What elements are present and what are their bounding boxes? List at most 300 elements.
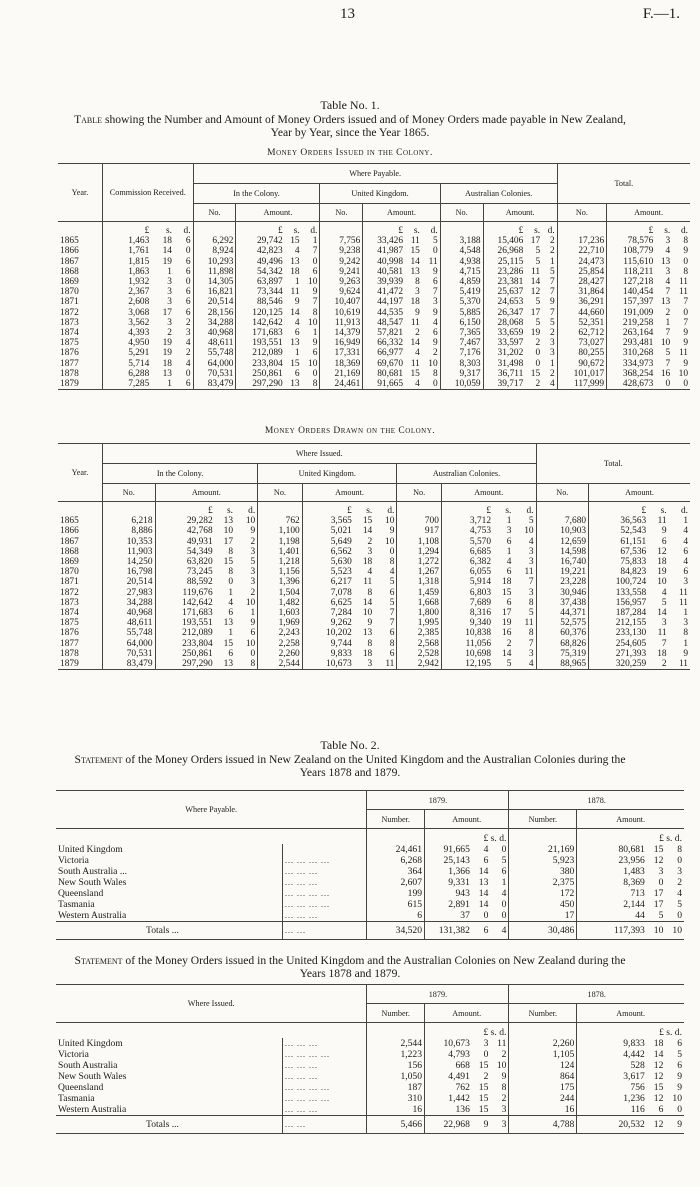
drawn-aus-no: 1,267	[397, 567, 442, 577]
table3-total-a-pence: 3	[490, 1116, 509, 1134]
issued-uk-pounds: 41,472	[363, 287, 405, 297]
issued-commission-pence: 0	[173, 369, 193, 379]
drawn-row	[58, 639, 690, 649]
table3-b-pounds: 4,442	[577, 1049, 647, 1060]
drawn-aus-no: 1,272	[397, 557, 442, 567]
table2-b-pounds: 1,483	[577, 866, 647, 877]
drawn-aus-shillings: 6	[506, 567, 512, 578]
drawn-aus-no: 1,108	[397, 537, 442, 547]
drawn-colony-no: 64,000	[103, 639, 156, 649]
issued-commission-shillings: 18	[162, 358, 172, 369]
table3-b-number: 16	[509, 1104, 577, 1116]
issued-commission-pence: 6	[173, 257, 193, 267]
table2-a-number: 24,461	[367, 844, 425, 855]
drawn-total-shillings: 18	[657, 648, 667, 659]
issued-year: 1879	[58, 379, 103, 390]
table3-b-pounds: 1,236	[577, 1093, 647, 1104]
unit-shillings: s.	[534, 226, 541, 236]
issued-colony-no: 14,305	[193, 277, 236, 287]
issued-uk-pounds: 44,197	[363, 297, 405, 307]
issued-uk-pounds: 91,665	[363, 379, 405, 390]
drawn-table	[58, 443, 690, 670]
issued-aus-no: 4,548	[440, 246, 483, 256]
drawn-colony-no: 27,983	[103, 588, 156, 598]
issued-aus-pounds: 15,406	[483, 236, 525, 246]
drawn-total-no: 37,438	[536, 598, 589, 608]
issued-commission-shillings: 19	[162, 256, 172, 267]
issued-year: 1878	[58, 369, 103, 379]
table1-caption	[72, 113, 628, 139]
table2-dots: ... ... ... ...	[282, 899, 366, 910]
issued-aus-pence: 2	[541, 246, 557, 256]
issued-uk-pounds: 44,535	[363, 308, 405, 318]
table2-body	[56, 829, 684, 940]
issued-uk-no: 14,379	[320, 328, 363, 338]
drawn-colony-pence: 9	[234, 526, 258, 536]
table2-a-pounds: 943	[425, 888, 472, 899]
drawn-uk-pounds: 10,202	[302, 628, 354, 638]
drawn-row	[58, 577, 690, 587]
table3-dots: ... ... ...	[282, 1071, 366, 1082]
table2-a-pence: 1	[490, 877, 509, 888]
issued-h-amount: Amount.	[236, 204, 320, 222]
issued-commission-pence: 6	[173, 308, 193, 318]
drawn-uk-no: 1,198	[258, 537, 303, 547]
drawn-total-pounds: 75,833	[589, 557, 649, 567]
issued-total-shillings: 7	[665, 358, 671, 369]
issued-uk-no: 10,619	[320, 308, 363, 318]
table2-a-pounds: 25,143	[425, 855, 472, 866]
issued-year: 1876	[58, 348, 103, 358]
unit-pounds: £	[589, 502, 649, 517]
table2-b-shillings: 15	[653, 844, 664, 855]
table3-total-a-number: 5,466	[367, 1116, 425, 1134]
drawn-total-no: 68,826	[536, 639, 589, 649]
drawn-uk-pounds: 7,284	[302, 608, 354, 618]
table3-dots: ... ... ...	[282, 1104, 366, 1116]
drawn-total-shillings: 4	[661, 587, 667, 598]
table2-a-shillings: 14	[478, 888, 489, 899]
table3-a-number: 310	[367, 1093, 425, 1104]
drawn-aus-pounds: 10,698	[441, 649, 493, 659]
table2-a-shillings: 14	[478, 899, 489, 910]
drawn-aus-shillings: 2	[506, 638, 512, 649]
issued-aus-pence: 2	[541, 236, 557, 246]
issued-colony-no: 16,821	[193, 287, 236, 297]
issued-colony-pence: 10	[301, 318, 320, 328]
issued-colony-pounds: 63,897	[236, 277, 285, 287]
table3-place: Queensland	[56, 1082, 282, 1093]
drawn-row	[58, 598, 690, 608]
issued-uk-shillings: 3	[415, 287, 420, 298]
page-header	[0, 6, 700, 26]
drawn-uk-shillings: 15	[362, 516, 373, 527]
issued-commission-pence: 4	[173, 338, 193, 348]
issued-aus-pence: 1	[541, 257, 557, 267]
drawn-total-pounds: 271,393	[589, 649, 649, 659]
drawn-colony-shillings: 17	[223, 536, 234, 547]
drawn-total-no: 52,575	[536, 618, 589, 628]
table2-b-shillings: 3	[658, 866, 664, 877]
issued-h-amount: Amount.	[363, 204, 440, 222]
issued-commission-pounds: 2,608	[103, 297, 152, 307]
issued-colony-pence: 9	[301, 287, 320, 297]
table1-caption-text: showing the Number and Amount of Money Orders issued and of Money Orders made payable in New Zealand, Year by Year, since the Year 1865.	[102, 113, 626, 139]
issued-aus-pounds: 36,711	[483, 369, 525, 379]
issued-colony-pounds: 49,496	[236, 257, 285, 267]
issued-total-shillings: 1	[665, 317, 671, 328]
issued-uk-no: 7,756	[320, 236, 363, 246]
drawn-aus-shillings: 1	[506, 516, 512, 527]
drawn-colony-shillings: 6	[228, 648, 234, 659]
drawn-aus-pence: 10	[512, 526, 536, 536]
unit-shillings: s.	[660, 506, 667, 516]
issued-total-pence: 7	[683, 317, 688, 328]
issued-commission-pounds: 2,367	[103, 287, 152, 297]
table3-a-pence: 2	[490, 1049, 509, 1060]
issued-aus-shillings: 19	[530, 328, 541, 339]
drawn-total-no: 10,903	[536, 526, 589, 536]
drawn-total-pence: 6	[683, 567, 688, 578]
table2-row	[56, 855, 684, 866]
drawn-year: 1878	[58, 649, 103, 659]
drawn-colony-shillings: 1	[228, 587, 234, 598]
drawn-title: Money Orders Drawn on the Colony.	[264, 426, 436, 436]
issued-commission-pence: 0	[173, 246, 193, 256]
table2-caption	[70, 753, 630, 779]
table3-b-shillings: 12	[653, 1071, 664, 1082]
drawn-uk-pence: 6	[373, 628, 397, 638]
issued-total-no: 36,291	[557, 297, 606, 307]
issued-uk-pounds: 33,426	[363, 236, 405, 246]
table3-h-amount: Amount.	[425, 1004, 509, 1023]
unit-shillings: s.	[227, 506, 234, 516]
drawn-uk-no: 2,258	[258, 639, 303, 649]
table2-a-number: 615	[367, 899, 425, 910]
drawn-total-pounds: 187,284	[589, 608, 649, 618]
table2-b-pence: 0	[677, 855, 682, 866]
issued-title: Money Orders Issued in the Colony.	[267, 148, 433, 158]
table2-total-b-shillings: 10	[647, 922, 666, 940]
issued-h-aus: Australian Colonies.	[440, 184, 557, 204]
table2-a-number: 2,607	[367, 877, 425, 888]
table2-place: New South Wales	[56, 877, 282, 888]
drawn-total-no: 23,228	[536, 577, 589, 587]
issued-uk-shillings: 14	[410, 338, 420, 349]
drawn-colony-shillings: 13	[215, 659, 234, 670]
issued-body	[58, 222, 690, 390]
issued-aus-no: 7,176	[440, 348, 483, 358]
issued-aus-pounds: 26,968	[483, 246, 525, 256]
issued-h-no: No.	[557, 204, 606, 222]
drawn-colony-shillings: 13	[223, 618, 234, 629]
drawn-aus-no: 2,528	[397, 649, 442, 659]
issued-commission-pounds: 1,815	[103, 257, 152, 267]
table2-h-amount: Amount.	[577, 810, 684, 829]
issued-aus-pounds: 23,286	[483, 267, 525, 277]
issued-row	[58, 359, 690, 369]
issued-uk-no: 21,169	[320, 369, 363, 379]
issued-total-pence: 9	[683, 246, 688, 257]
drawn-total-no: 30,946	[536, 588, 589, 598]
table2-h-place: Where Payable.	[56, 791, 367, 829]
drawn-h-year: Year.	[58, 444, 103, 502]
issued-total-no: 101,017	[557, 369, 606, 379]
drawn-colony-pence: 3	[234, 547, 258, 557]
issued-commission-shillings: 13	[162, 368, 172, 379]
table3-b-pence: 5	[677, 1049, 682, 1060]
unit-pounds: £	[363, 222, 405, 237]
issued-colony-no: 10,293	[193, 257, 236, 267]
issued-commission-pence: 6	[173, 297, 193, 307]
table3-a-number: 187	[367, 1082, 425, 1093]
table3-a-pounds: 136	[425, 1104, 472, 1116]
drawn-aus-no: 2,568	[397, 639, 442, 649]
issued-uk-shillings: 13	[410, 266, 420, 277]
issued-aus-pence: 5	[541, 318, 557, 328]
issued-uk-shillings: 14	[410, 256, 420, 267]
issued-year: 1869	[58, 277, 103, 287]
unit-shillings: s.	[664, 226, 671, 236]
issued-total-shillings: 3	[665, 236, 671, 247]
issued-aus-shillings: 2	[525, 379, 541, 390]
issued-row	[58, 236, 690, 246]
issued-aus-shillings: 14	[530, 277, 541, 288]
issued-total-pounds: 263,164	[607, 328, 656, 338]
table3-a-number: 1,050	[367, 1071, 425, 1082]
drawn-uk-shillings: 13	[362, 628, 373, 639]
drawn-uk-shillings: 2	[367, 536, 373, 547]
drawn-uk-no: 1,482	[258, 598, 303, 608]
drawn-aus-pounds: 12,195	[441, 659, 493, 670]
table3-a-pounds: 10,673	[425, 1038, 472, 1049]
table3-h-amount: Amount.	[577, 1004, 684, 1023]
table2-a-pence: 0	[490, 899, 509, 910]
drawn-total-shillings: 10	[657, 577, 667, 588]
drawn-colony-pence: 10	[234, 639, 258, 649]
issued-uk-pence: 11	[421, 257, 440, 267]
drawn-row	[58, 516, 690, 526]
drawn-uk-pence: 4	[373, 567, 397, 577]
drawn-total-pounds: 36,563	[589, 516, 649, 526]
table3-total-a-shillings: 9	[472, 1116, 491, 1134]
table3-a-pounds: 4,793	[425, 1049, 472, 1060]
unit-lsd: £ s. d.	[577, 829, 684, 845]
issued-total-no: 52,351	[557, 318, 606, 328]
drawn-colony-shillings: 15	[223, 638, 234, 649]
issued-uk-no: 9,238	[320, 246, 363, 256]
drawn-colony-pounds: 88,592	[155, 577, 215, 587]
table3-place: South Australia	[56, 1060, 282, 1071]
issued-row	[58, 318, 690, 328]
issued-commission-pounds: 5,291	[103, 348, 152, 358]
issued-total-pence: 9	[683, 358, 688, 369]
issued-colony-pence: 6	[301, 348, 320, 358]
table3-a-number: 2,544	[367, 1038, 425, 1049]
table2-dots: ... ... ... ...	[282, 855, 366, 866]
issued-colony-pounds: 297,290	[236, 379, 285, 390]
table2-b-number: 5,923	[509, 855, 577, 866]
table2-a-number: 199	[367, 888, 425, 899]
issued-aus-pence: 1	[541, 359, 557, 369]
drawn-colony-pence: 3	[234, 577, 258, 587]
table2-row	[56, 899, 684, 910]
table2-totals-row	[56, 922, 684, 940]
drawn-colony-pounds: 212,089	[155, 628, 215, 638]
issued-h-colony: In the Colony.	[193, 184, 320, 204]
table2-label: Table No. 2.	[320, 738, 380, 752]
table3-b-shillings: 12	[653, 1093, 664, 1104]
drawn-colony-shillings: 8	[228, 546, 234, 557]
issued-uk-pence: 9	[421, 267, 440, 277]
issued-aus-pounds: 28,068	[483, 318, 525, 328]
table2-dots: ... ... ...	[282, 910, 366, 922]
drawn-colony-pounds: 171,683	[155, 608, 215, 618]
drawn-year: 1876	[58, 628, 103, 638]
drawn-aus-shillings: 4	[506, 557, 512, 568]
issued-aus-shillings: 15	[530, 368, 541, 379]
drawn-colony-pence: 3	[234, 567, 258, 577]
drawn-colony-no: 20,514	[103, 577, 156, 587]
table3-a-pounds: 4,491	[425, 1071, 472, 1082]
issued-uk-pence: 2	[421, 348, 440, 358]
issued-total-pounds: 127,218	[607, 277, 656, 287]
drawn-colony-pence: 9	[234, 618, 258, 628]
issued-total-no: 22,710	[557, 246, 606, 256]
table1-caption-lead: Table	[74, 113, 103, 126]
issued-aus-shillings: 5	[535, 297, 541, 308]
issued-total-pounds: 428,673	[607, 379, 656, 390]
issued-uk-shillings: 15	[410, 368, 420, 379]
drawn-aus-shillings: 6	[506, 597, 512, 608]
issued-uk-shillings: 9	[415, 307, 420, 318]
issued-colony-pounds: 42,823	[236, 246, 285, 256]
table2-row	[56, 910, 684, 922]
issued-commission-shillings: 2	[167, 328, 172, 339]
drawn-uk-no: 1,401	[258, 547, 303, 557]
table3-b-pence: 9	[677, 1071, 682, 1082]
table2-total-b-number: 30,486	[509, 922, 577, 940]
drawn-aus-pounds: 11,056	[441, 639, 493, 649]
drawn-aus-pence: 4	[512, 537, 536, 547]
issued-colony-pounds: 29,742	[236, 236, 285, 246]
table2-dots	[282, 844, 366, 855]
issued-total-no: 17,236	[557, 236, 606, 246]
drawn-aus-pence: 3	[512, 649, 536, 659]
table2-place: Western Australia	[56, 910, 282, 922]
issued-colony-shillings: 4	[294, 317, 300, 328]
issued-h-total: Total.	[557, 164, 690, 204]
issued-total-pounds: 108,779	[607, 246, 656, 256]
issued-aus-no: 5,419	[440, 287, 483, 297]
table2-b-number: 17	[509, 910, 577, 922]
drawn-year: 1877	[58, 639, 103, 649]
drawn-colony-pence: 2	[234, 588, 258, 598]
drawn-total-pounds: 233,130	[589, 628, 649, 638]
issued-total-shillings: 7	[665, 328, 671, 339]
drawn-aus-no: 1,800	[397, 608, 442, 618]
unit-pence: d.	[680, 506, 688, 516]
drawn-colony-shillings: 13	[223, 516, 234, 527]
drawn-colony-shillings: 1	[228, 628, 234, 639]
drawn-row	[58, 557, 690, 567]
drawn-aus-pounds: 6,055	[441, 567, 493, 577]
issued-aus-pounds: 23,381	[483, 277, 525, 287]
drawn-uk-pence: 0	[373, 547, 397, 557]
drawn-total-pounds: 84,823	[589, 567, 649, 577]
unit-pence: d.	[373, 502, 397, 517]
issued-h-year: Year.	[58, 164, 103, 222]
drawn-total-no: 44,371	[536, 608, 589, 618]
issued-aus-shillings: 0	[535, 348, 541, 359]
drawn-year: 1868	[58, 547, 103, 557]
issued-uk-shillings: 15	[410, 246, 420, 257]
drawn-colony-pounds: 142,642	[155, 598, 215, 608]
drawn-uk-no: 2,260	[258, 649, 303, 659]
drawn-year: 1869	[58, 557, 103, 567]
issued-uk-no: 11,913	[320, 318, 363, 328]
issued-colony-no: 64,000	[193, 359, 236, 369]
drawn-uk-shillings: 9	[367, 618, 373, 629]
table2-totals-dots: ... ...	[282, 922, 366, 940]
table2-b-shillings: 12	[653, 855, 664, 866]
drawn-colony-no: 70,531	[103, 649, 156, 659]
issued-uk-pounds: 41,987	[363, 246, 405, 256]
drawn-h-amount: Amount.	[302, 484, 397, 502]
issued-commission-shillings: 3	[167, 287, 172, 298]
issued-commission-pounds: 3,562	[103, 318, 152, 328]
issued-aus-no: 10,059	[440, 379, 483, 390]
issued-commission-shillings: 18	[162, 236, 172, 247]
drawn-uk-no: 1,396	[258, 577, 303, 587]
issued-row	[58, 257, 690, 267]
drawn-total-shillings: 9	[661, 526, 667, 537]
table3-a-shillings: 3	[483, 1038, 489, 1049]
table2-a-shillings: 6	[483, 855, 489, 866]
drawn-total-no: 75,319	[536, 649, 589, 659]
issued-total-no: 25,854	[557, 267, 606, 277]
issued-total-no: 117,999	[557, 379, 606, 390]
drawn-total-pence: 4	[683, 557, 688, 568]
drawn-colony-pounds: 42,768	[155, 526, 215, 536]
table3-b-pounds: 756	[577, 1082, 647, 1093]
issued-h-uk: United Kingdom.	[320, 184, 440, 204]
table2-b-pounds: 80,681	[577, 844, 647, 855]
drawn-aus-no: 2,385	[397, 628, 442, 638]
drawn-total-shillings: 2	[648, 659, 667, 670]
drawn-total-shillings: 18	[657, 557, 667, 568]
drawn-colony-no: 14,250	[103, 557, 156, 567]
drawn-uk-pounds: 9,833	[302, 649, 354, 659]
paper-reference: F.—1.	[642, 6, 680, 22]
drawn-total-no: 12,659	[536, 537, 589, 547]
issued-total-pence: 0	[683, 256, 688, 267]
issued-colony-no: 83,479	[193, 379, 236, 390]
issued-colony-shillings: 4	[294, 246, 300, 257]
issued-row	[58, 379, 690, 390]
table3-total-a-pounds: 22,968	[425, 1116, 472, 1134]
table2-caption-lead: Statement	[74, 753, 123, 766]
unit-pence: d.	[541, 222, 557, 237]
drawn-colony-no: 55,748	[103, 628, 156, 638]
issued-unit-row	[58, 222, 690, 237]
issued-commission-pounds: 3,068	[103, 308, 152, 318]
issued-aus-pence: 7	[541, 308, 557, 318]
table2-b-pounds: 23,956	[577, 855, 647, 866]
table3-b-number: 244	[509, 1093, 577, 1104]
drawn-uk-no: 2,243	[258, 628, 303, 638]
table3-dots: ... ... ...	[282, 1060, 366, 1071]
